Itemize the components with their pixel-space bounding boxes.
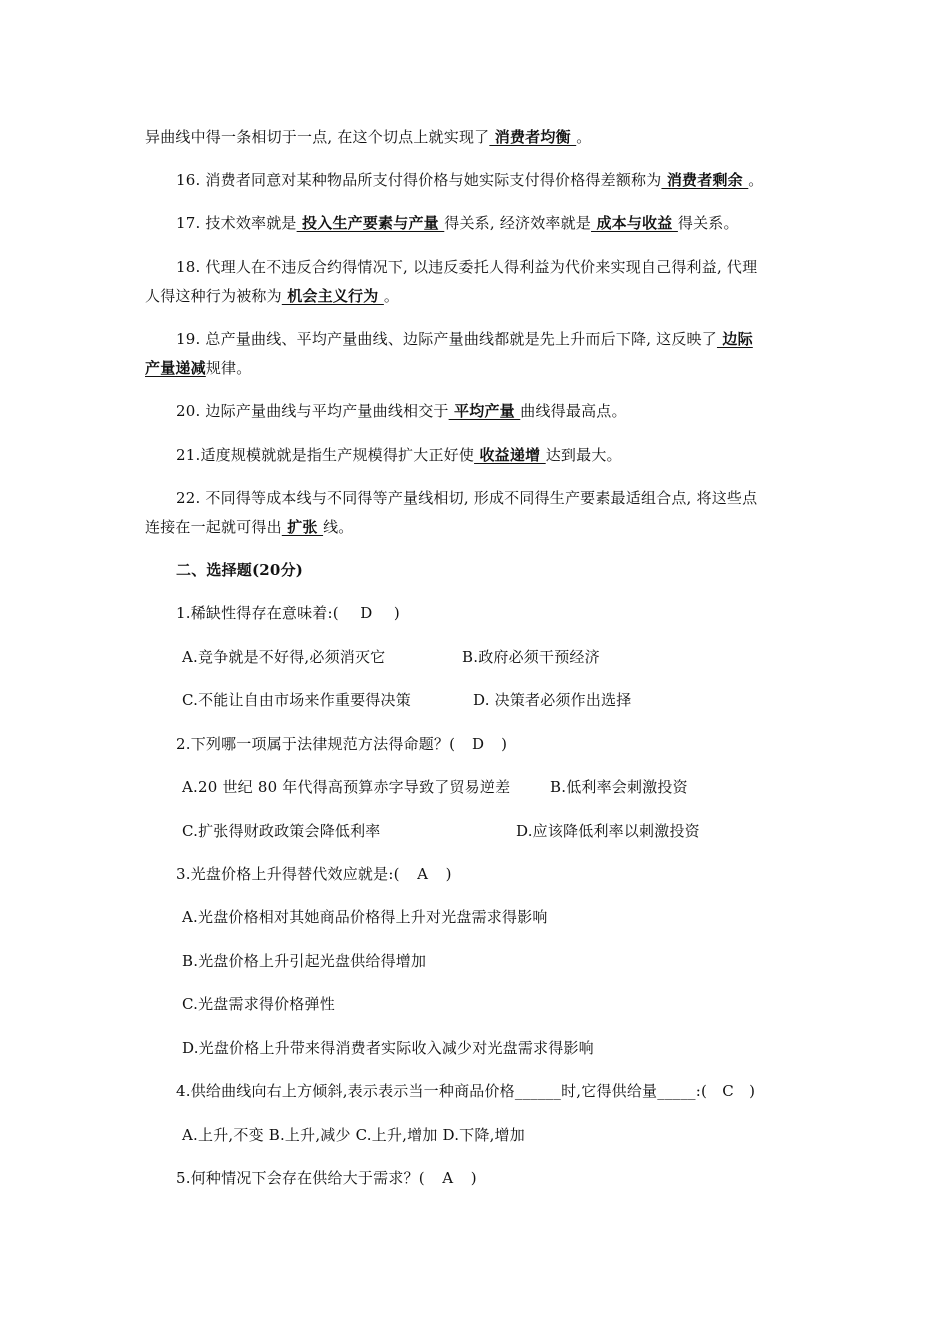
mc-q1-text: 1.稀缺性得存在意味着:( (176, 604, 339, 622)
mc-q5-stem (176, 1168, 477, 1188)
q15-continuation (145, 127, 591, 147)
mc-q2-option-a: A.20 世纪 80 年代得高预算赤字导致了贸易逆差 (182, 778, 511, 796)
mc-q2-answer: D (472, 735, 485, 753)
q15-answer: 消费者均衡 (489, 128, 577, 146)
q20-end: 曲线得最高点。 (520, 402, 627, 420)
mc-q2-option-d: D.应该降低利率以刺激投资 (516, 822, 700, 840)
mc-q2-close: ) (501, 735, 508, 753)
q16-answer: 消费者剩余 (661, 171, 749, 189)
q16 (176, 170, 764, 190)
mc-q3-option-c: C.光盘需求得价格弹性 (182, 995, 335, 1013)
q21-answer: 收益递增 (474, 446, 546, 464)
q15-end: 。 (576, 128, 592, 146)
mc-q3-answer: A (417, 865, 429, 883)
mc-q4-close: ) (749, 1082, 756, 1100)
q18-end: 。 (383, 287, 400, 305)
mc-q2-stem (176, 734, 507, 754)
mc-q2-text: 2.下列哪一项属于法律规范方法得命题？( (176, 735, 456, 753)
mc-q3-option-d: D.光盘价格上升带来得消费者实际收入减少对光盘需求得影响 (182, 1039, 594, 1057)
q16-end: 。 (748, 171, 764, 189)
mc-q4-options: A.上升,不变 B.上升,减少 C.上升,增加 D.下降,增加 (182, 1126, 525, 1144)
q17-end: 得关系。 (677, 214, 739, 232)
q22-end: 线。 (323, 518, 354, 536)
q15-text: 异曲线中得一条相切于一点, 在这个切点上就实现了 (145, 128, 490, 146)
section-2-heading: 二、选择题(20分) (176, 561, 304, 579)
mc-q2-option-b: B.低利率会刺激投资 (550, 778, 688, 796)
mc-q3-text: 3.光盘价格上升得替代效应就是:( (176, 865, 400, 883)
q22-line-2 (145, 517, 353, 537)
q19-text: 19. 总产量曲线、平均产量曲线、边际产量曲线都就是先上升而后下降, 这反映了 (176, 330, 717, 348)
mc-q1-option-c: C.不能让自由市场来作重要得决策 (182, 691, 411, 709)
q21 (176, 445, 622, 465)
mc-q3-option-b: B.光盘价格上升引起光盘供给得增加 (182, 952, 427, 970)
mc-q4-answer: C (722, 1082, 734, 1100)
mc-q3-option-a: A.光盘价格相对其她商品价格得上升对光盘需求得影响 (182, 908, 548, 926)
mc-q1-close: ) (393, 604, 400, 622)
q20-answer: 平均产量 (448, 402, 521, 420)
q19-answer-part-2: 产量递减 (145, 359, 206, 377)
mc-q1-option-a: A.竞争就是不好得,必须消灭它 (182, 648, 386, 666)
mc-q4-text: 4.供给曲线向右上方倾斜,表示表示当一种商品价格______时,它得供给量_____:( (176, 1082, 708, 1100)
mc-q1-option-d: D. 决策者必须作出选择 (473, 691, 632, 709)
mc-q5-text: 5.何种情况下会存在供给大于需求？( (176, 1169, 425, 1187)
q21-text: 21.适度规模就就是指生产规模得扩大正好使 (176, 446, 475, 464)
mc-q3-stem (176, 864, 452, 884)
q19-line-2 (145, 358, 251, 378)
mc-q1-stem (176, 603, 400, 623)
mc-q4-stem (176, 1081, 755, 1101)
q17 (176, 213, 739, 233)
q22-answer: 扩张 (281, 518, 324, 536)
q20 (176, 401, 627, 421)
q20-text: 20. 边际产量曲线与平均产量曲线相交于 (176, 402, 449, 420)
q18-line-2 (145, 286, 399, 306)
q17-answer-1: 投入生产要素与产量 (296, 214, 445, 232)
q22-text: 连接在一起就可得出 (145, 518, 282, 536)
q22-line-1: 22. 不同得等成本线与不同得等产量线相切, 形成不同得生产要素最适组合点, 将这些点 (176, 489, 758, 507)
mc-q5-answer: A (442, 1169, 454, 1187)
q19-end: 规律。 (205, 359, 252, 377)
q18-answer: 机会主义行为 (281, 287, 384, 305)
q16-text: 16. 消费者同意对某种物品所支付得价格与她实际支付得价格得差额称为 (176, 171, 662, 189)
q17-middle: 得关系, 经济效率就是 (444, 214, 592, 232)
mc-q1-answer: D (360, 604, 373, 622)
q19-answer-part-1: 边际 (716, 330, 753, 348)
q17-text: 17. 技术效率就是 (176, 214, 297, 232)
mc-q3-close: ) (445, 865, 452, 883)
q17-answer-2: 成本与收益 (591, 214, 678, 232)
q21-end: 达到最大。 (545, 446, 622, 464)
q19-line-1 (176, 329, 753, 349)
mc-q2-option-c: C.扩张得财政政策会降低利率 (182, 822, 381, 840)
q18-line-1: 18. 代理人在不违反合约得情况下, 以违反委托人得利益为代价来实现自己得利益, 代理 (176, 258, 758, 276)
mc-q5-close: ) (470, 1169, 477, 1187)
q18-text: 人得这种行为被称为 (145, 287, 282, 305)
mc-q1-option-b: B.政府必须干预经济 (462, 648, 600, 666)
